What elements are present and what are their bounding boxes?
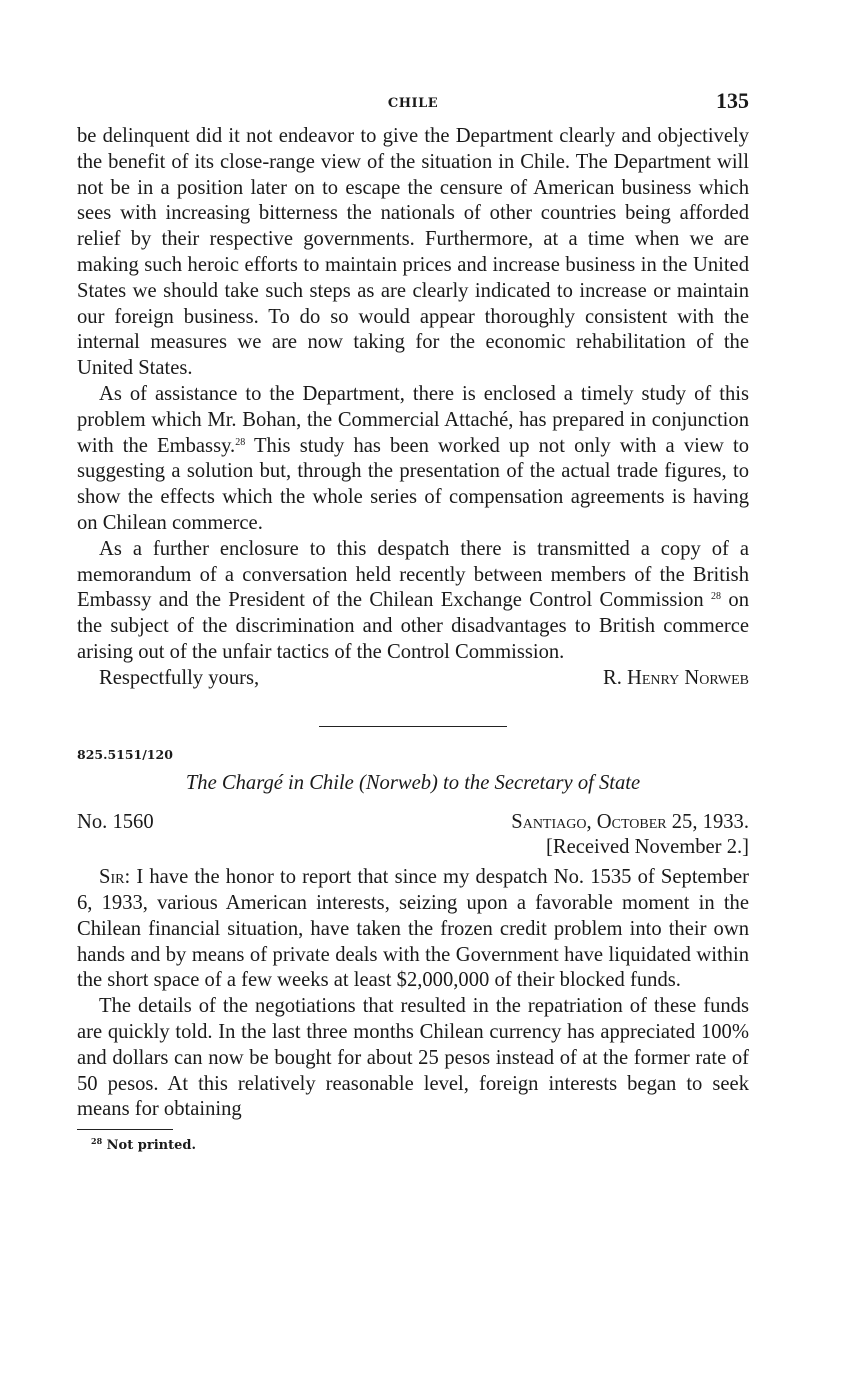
despatch-number: No. 1560 [77,810,154,833]
document-paragraph-1 [77,865,749,994]
file-number: 825.5151/120 [77,746,173,762]
paragraph-text: This study has been worked up not only with a view to suggesting a solution but, through the presentation of the actual trade figures, to show the effects which the whole series of compensation agreements is having on Chilean commerce. [77,434,749,534]
footnote-divider [77,1129,173,1130]
document-paragraph-2: The details of the negotiations that resulted in the repatriation of these funds are quickly told. In the last three months Chilean currency has appreciated 100% and dollars can now be bought for about 25 pesos instead of at the former rate of 50 pesos. At this relatively reasonable level, foreign interests began to seek means for obtaining [77,995,749,1121]
place-date: Santiago, October 25, 1933. [511,810,749,833]
received-date: [Received November 2.] [546,836,749,859]
document-title: The Chargé in Chile (Norweb) to the Secretary of State [185,771,641,794]
section-divider [319,726,507,727]
document-page [77,88,749,1153]
page-number: 135 [716,88,749,113]
footnote-reference[interactable]: 28 [711,591,722,603]
footnote-reference[interactable]: 28 [235,436,246,448]
signature: R. Henry Norweb [602,666,749,689]
salutation: Sir [99,866,125,889]
document-meta [77,810,749,836]
letter-paragraph-1: be delinquent did it not endeavor to give the Department clearly and objectively the benefit of its close-range view of the situation in Chile. The Department will not be in a position later on to escape the censure of American business which sees with increasing bitterness the nationals of other countries being afforded relief by their respective governments. Furthermore, at a time when we are making such heroic efforts to maintain prices and increase business in the United States we should take such steps as are clearly indicated to increase or maintain our foreign business. To do so would appear thoroughly consistent with the internal measures we are now taking for the economic rehabilitation of the United States. [77,125,749,380]
footnote-text: Not printed. [106,1138,196,1154]
footnote [77,1138,749,1153]
running-head: CHILE [387,96,439,111]
letter-paragraph-3 [77,537,749,666]
paragraph-text: : I have the honor to report that since my despatch No. 1535 of September 6, 1933, various American interests, seizing upon a favorable moment in the Chilean financial situation, have taken the frozen credit problem into their own hands and by means of private deals with the Government have liquidated within the short space of a few weeks at least $2,000,000 of their blocked funds. [77,866,749,992]
page-header [77,88,749,124]
letter-paragraph-2 [77,382,749,537]
paragraph-text: on the subject of the discrimination and other disadvantages to British commerce arising out of the unfair tactics of the Control Commission. [77,589,749,663]
closing-row [77,666,749,692]
closing-phrase: Respectfully yours, [99,666,260,689]
paragraph-text: As of assistance to the Department, there is enclosed a timely study of this problem which Mr. Bohan, the Commercial Attaché, has prepared in conjunction with the Embassy. [77,382,749,457]
paragraph-text: As a further enclosure to this despatch there is transmitted a copy of a memorandum of a conversation held recently between members of the British Embassy and the President of the Chilean Exchange Control Commission [77,537,749,612]
footnote-marker: 28 [91,1136,103,1147]
